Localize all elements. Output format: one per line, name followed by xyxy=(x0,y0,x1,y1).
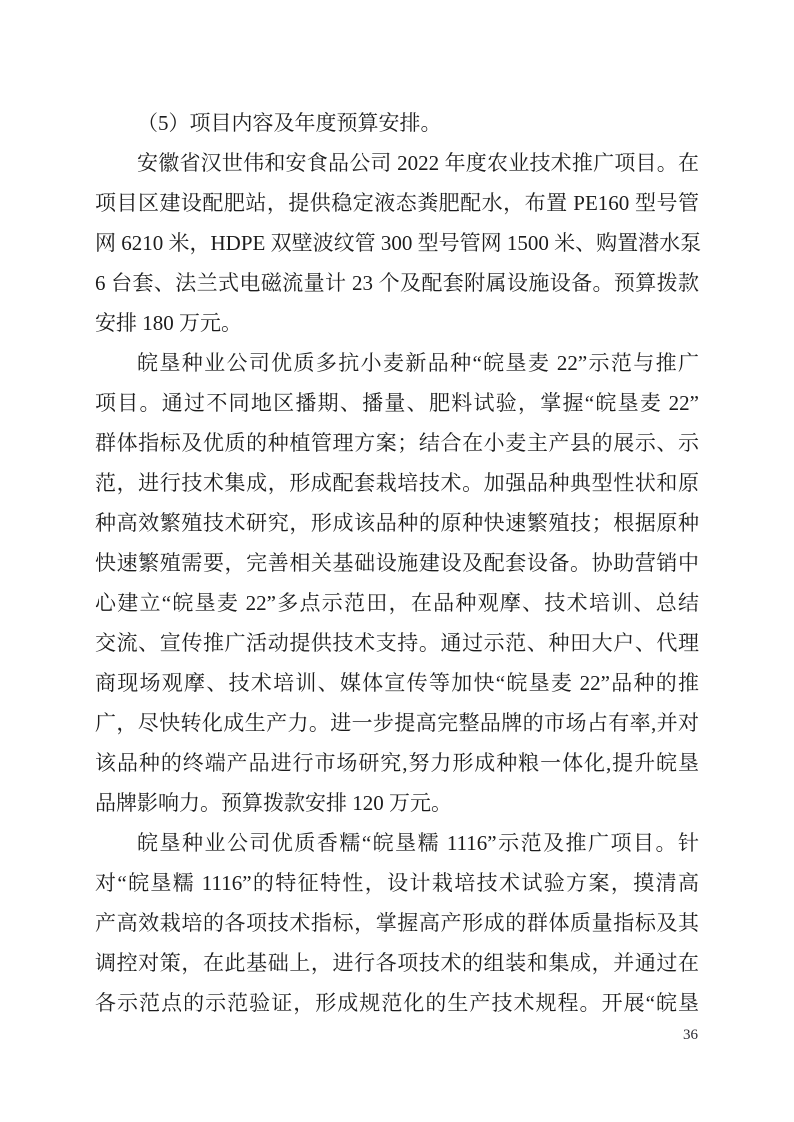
section-heading: （5）项目内容及年度预算安排。 xyxy=(137,111,442,135)
text-line: 种高效繁殖技术研究，形成该品种的原种快速繁殖技；根据原种 xyxy=(95,511,699,535)
text-line: 网 6210 米，HDPE 双壁波纹管 300 型号管网 1500 米、购置潜水泵 xyxy=(95,231,702,255)
text-line: 产高效栽培的各项技术指标，掌握高产形成的群体质量指标及其 xyxy=(95,911,699,935)
text-line: 皖垦种业公司优质多抗小麦新品种“皖垦麦 22”示范与推广 xyxy=(137,351,699,375)
text-line: 群体指标及优质的种植管理方案；结合在小麦主产县的展示、示 xyxy=(95,431,699,455)
text-line: 交流、宣传推广活动提供技术支持。通过示范、种田大户、代理 xyxy=(95,631,699,655)
document-text-block xyxy=(95,103,702,1045)
text-line: 项目区建设配肥站，提供稳定液态粪肥配水，布置 PE160 型号管 xyxy=(95,191,699,215)
text-line: 调控对策，在此基础上，进行各项技术的组装和集成，并通过在 xyxy=(95,951,699,975)
text-line: 对“皖垦糯 1116”的特征特性，设计栽培技术试验方案，摸清高 xyxy=(95,871,699,895)
text-line: 心建立“皖垦麦 22”多点示范田，在品种观摩、技术培训、总结 xyxy=(95,591,699,615)
text-line: 皖垦种业公司优质香糯“皖垦糯 1116”示范及推广项目。针 xyxy=(137,831,699,855)
text-line: 各示范点的示范验证，形成规范化的生产技术规程。开展“皖垦 xyxy=(95,991,699,1015)
text-line: 品牌影响力。预算拨款安排 120 万元。 xyxy=(95,791,452,815)
text-line: 广，尽快转化成生产力。进一步提高完整品牌的市场占有率,并对 xyxy=(95,711,699,735)
text-line: 6 台套、法兰式电磁流量计 23 个及配套附属设施设备。预算拨款 xyxy=(95,271,699,295)
text-line: 快速繁殖需要，完善相关基础设施建设及配套设备。协助营销中 xyxy=(95,551,699,575)
text-line: 该品种的终端产品进行市场研究,努力形成种粮一体化,提升皖垦 xyxy=(95,751,699,775)
text-line: 范，进行技术集成，形成配套栽培技术。加强品种典型性状和原 xyxy=(95,471,699,495)
text-line: 项目。通过不同地区播期、播量、肥料试验，掌握“皖垦麦 22” xyxy=(95,391,699,415)
text-line: 安排 180 万元。 xyxy=(95,311,242,335)
text-line: 商现场观摩、技术培训、媒体宣传等加快“皖垦麦 22”品种的推 xyxy=(95,671,699,695)
page-number: 36 xyxy=(683,1027,698,1043)
text-line: 安徽省汉世伟和安食品公司 2022 年度农业技术推广项目。在 xyxy=(137,151,699,175)
